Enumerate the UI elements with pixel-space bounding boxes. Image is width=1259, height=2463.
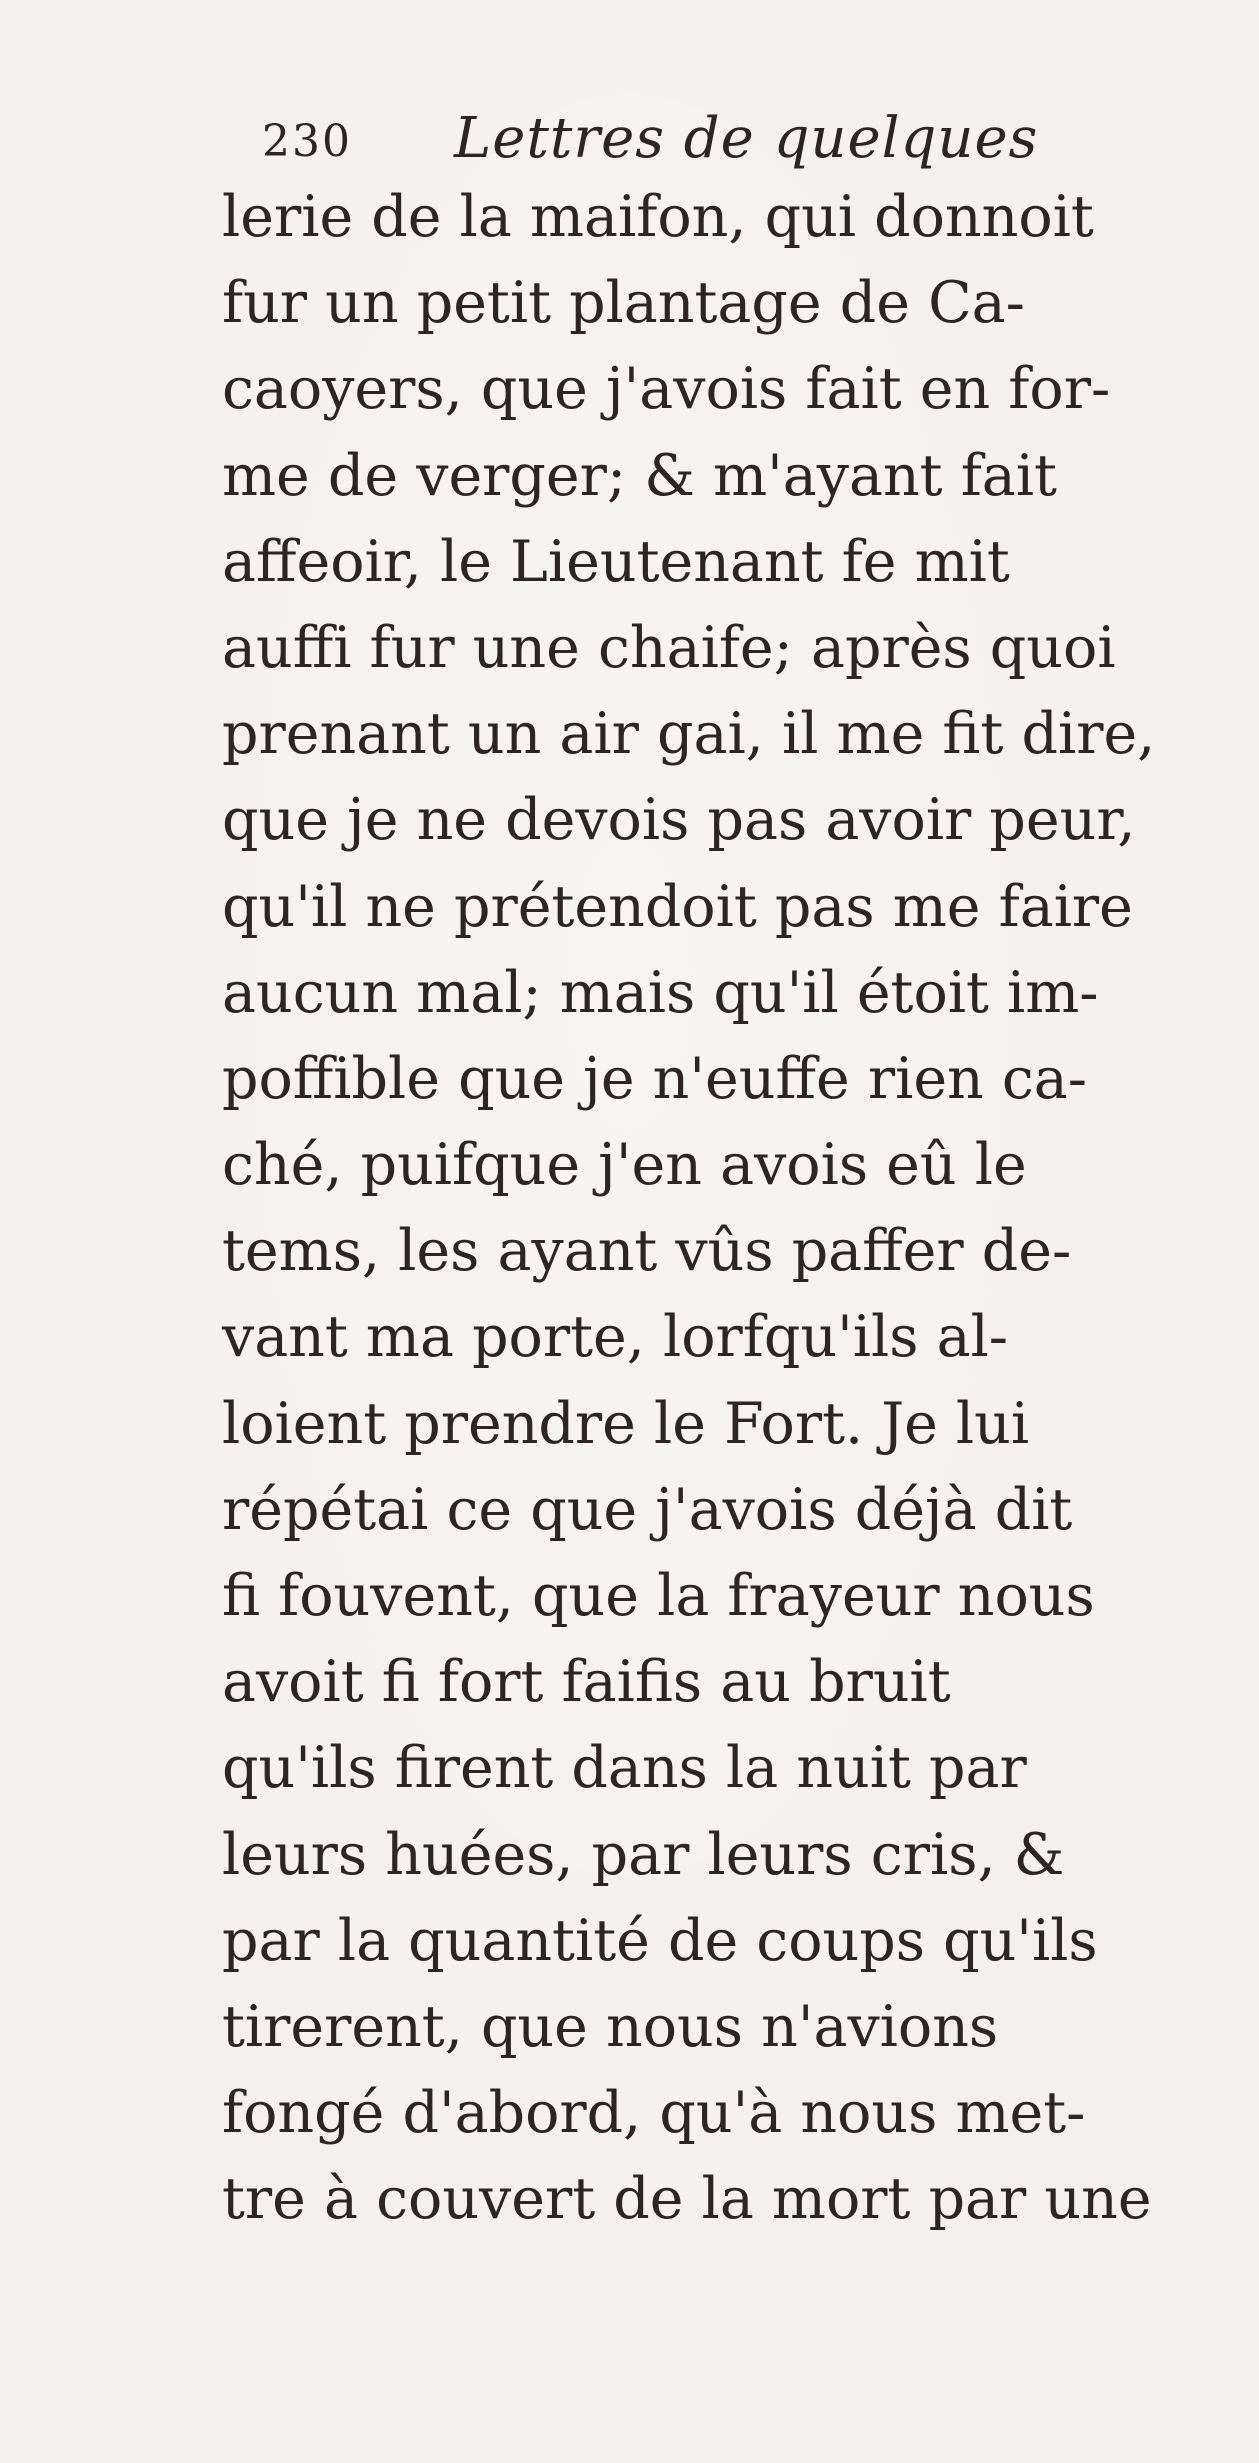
page-header xyxy=(262,106,1162,176)
text-line: qu'il ne prétendoit pas me faire xyxy=(222,873,1133,940)
text-line: poffible que je n'euffe rien ca- xyxy=(222,1045,1088,1112)
text-line: fongé d'abord, qu'à nous met- xyxy=(222,2080,1086,2147)
text-line: vant ma porte, lorfqu'ils al- xyxy=(222,1304,1009,1371)
text-line: prenant un air gai, il me fit dire, xyxy=(222,701,1156,768)
text-line: fi fouvent, que la frayeur nous xyxy=(222,1563,1095,1629)
text-line: auffi fur une chaife; après quoi xyxy=(222,614,1116,681)
text-line: loient prendre le Fort. Je lui xyxy=(222,1390,1030,1457)
text-line: tems, les ayant vûs paffer de- xyxy=(222,1218,1072,1285)
text-line: aucun mal; mais qu'il étoit im- xyxy=(222,959,1099,1026)
text-line: qu'ils firent dans la nuit par xyxy=(222,1735,1027,1802)
text-line: fur un petit plantage de Ca- xyxy=(222,270,1025,337)
text-line: lerie de la maifon, qui donnoit xyxy=(222,184,1094,250)
body-text xyxy=(222,174,1242,2243)
text-line: ché, puifque j'en avois eû le xyxy=(222,1132,1027,1199)
page-number: 230 xyxy=(262,116,352,167)
text-line: répétai ce que j'avois déjà dit xyxy=(222,1476,1073,1543)
text-line: par la quantité de coups qu'ils xyxy=(222,1907,1098,1974)
text-line: tre à couvert de la mort par une xyxy=(222,2166,1152,2233)
text-line: que je ne devois pas avoir peur, xyxy=(222,787,1136,854)
running-title: Lettres de quelques xyxy=(454,106,1039,171)
text-line: leurs huées, par leurs cris, & xyxy=(222,1821,1065,1888)
text-line: tirerent, que nous n'avions xyxy=(222,1993,999,2060)
text-line: affeoir, le Lieutenant fe mit xyxy=(222,528,1010,595)
text-line: caoyers, que j'avois fait en for- xyxy=(222,356,1111,423)
text-line: me de verger; & m'ayant fait xyxy=(222,442,1057,509)
text-line: avoit fi fort faifis au bruit xyxy=(222,1649,951,1716)
